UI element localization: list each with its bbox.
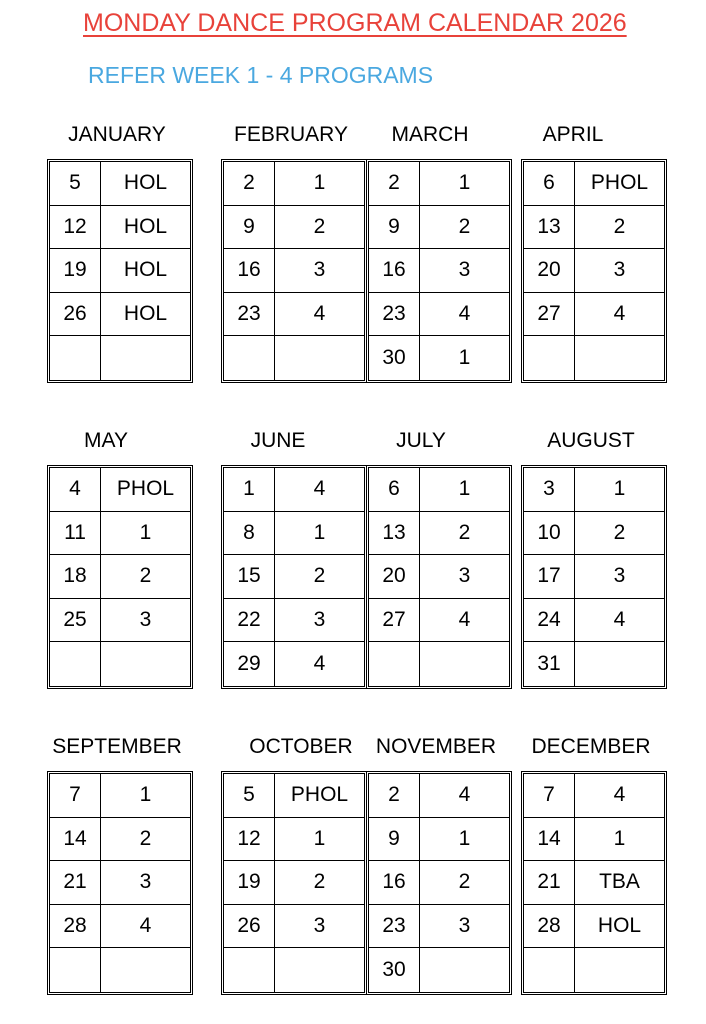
month-table — [521, 159, 667, 383]
program-cell: 3 — [575, 249, 664, 293]
date-cell: 30 — [369, 336, 420, 380]
program-cell: 2 — [420, 512, 509, 556]
date-cell: 27 — [524, 293, 575, 337]
program-cell: HOL — [101, 162, 190, 206]
month-table — [221, 465, 367, 689]
date-cell: 31 — [524, 642, 575, 686]
program-cell: 2 — [420, 206, 509, 250]
program-cell: 4 — [275, 468, 364, 512]
date-cell: 5 — [224, 774, 275, 818]
month-name: JANUARY — [68, 123, 166, 146]
program-cell: 3 — [575, 555, 664, 599]
program-cell: 2 — [101, 818, 190, 862]
date-cell — [524, 336, 575, 380]
program-cell: 1 — [458, 346, 471, 370]
date-cell: 26 — [224, 905, 275, 949]
program-cell — [575, 948, 664, 992]
date-cell: 1 — [224, 468, 275, 512]
date-cell: 16 — [224, 249, 275, 293]
date-cell — [524, 948, 575, 992]
date-cell — [224, 948, 275, 992]
month-name: MAY — [84, 429, 128, 452]
date-cell: 20 — [524, 249, 575, 293]
date-cell: 12 — [224, 818, 275, 862]
program-cell: 1 — [575, 468, 664, 512]
program-cell: 4 — [101, 905, 190, 949]
date-cell: 3 — [524, 468, 575, 512]
date-cell: 28 — [524, 905, 575, 949]
date-cell: 10 — [524, 512, 575, 556]
program-cell: 1 — [275, 162, 364, 206]
month-table — [221, 771, 367, 995]
program-cell: 4 — [420, 293, 509, 337]
date-cell: 9 — [369, 206, 420, 250]
program-cell: 3 — [275, 905, 364, 949]
month-table — [47, 771, 193, 995]
date-cell: 29 — [224, 642, 275, 686]
date-cell: 17 — [524, 555, 575, 599]
date-cell: 13 — [524, 206, 575, 250]
date-cell — [50, 642, 101, 686]
date-cell: 27 — [369, 599, 420, 643]
date-cell: 23 — [369, 293, 420, 337]
program-cell: PHOL — [575, 162, 664, 206]
program-cell: TBA — [575, 861, 664, 905]
date-cell: 14 — [524, 818, 575, 862]
date-cell: 24 — [524, 599, 575, 643]
date-cell: 16 — [369, 249, 420, 293]
program-cell: 3 — [420, 905, 509, 949]
month-name: SEPTEMBER — [52, 735, 182, 758]
date-cell: 15 — [224, 555, 275, 599]
program-cell: 3 — [275, 599, 364, 643]
date-cell: 4 — [50, 468, 101, 512]
date-cell: 6 — [369, 468, 420, 512]
date-cell: 19 — [50, 249, 101, 293]
program-cell: 4 — [575, 293, 664, 337]
month-name: JUNE — [250, 429, 306, 452]
date-cell: 7 — [50, 774, 101, 818]
program-cell: HOL — [101, 206, 190, 250]
month-name: NOVEMBER — [375, 735, 497, 758]
month-table — [47, 465, 193, 689]
program-cell: 4 — [275, 293, 364, 337]
program-cell: 1 — [420, 162, 509, 206]
date-cell — [369, 642, 420, 686]
program-cell — [575, 642, 664, 686]
program-cell: 3 — [420, 555, 509, 599]
program-cell: 4 — [420, 599, 509, 643]
program-cell: 2 — [275, 206, 364, 250]
date-cell: 8 — [224, 512, 275, 556]
program-cell — [275, 336, 364, 380]
date-cell: 9 — [224, 206, 275, 250]
date-cell: 2 — [224, 162, 275, 206]
date-cell: 12 — [50, 206, 101, 250]
program-cell: 2 — [101, 555, 190, 599]
date-cell: 30 — [369, 948, 420, 992]
program-cell: 1 — [101, 512, 190, 556]
month-table — [366, 465, 512, 689]
program-cell: 1 — [420, 468, 509, 512]
date-cell: 2 — [369, 162, 420, 206]
date-cell: 19 — [224, 861, 275, 905]
program-cell: 3 — [275, 249, 364, 293]
program-cell: 4 — [575, 599, 664, 643]
date-cell: 7 — [524, 774, 575, 818]
date-cell: 5 — [50, 162, 101, 206]
month-name: JULY — [396, 429, 446, 452]
date-cell — [50, 948, 101, 992]
date-cell: 22 — [224, 599, 275, 643]
month-table — [221, 159, 367, 383]
program-cell: 2 — [420, 861, 509, 905]
date-cell: 20 — [369, 555, 420, 599]
program-cell: 3 — [101, 599, 190, 643]
date-cell: 21 — [50, 861, 101, 905]
program-cell: 2 — [575, 512, 664, 556]
program-cell — [420, 948, 509, 992]
month-table — [521, 465, 667, 689]
month-name: AUGUST — [547, 429, 635, 452]
program-cell: 1 — [275, 512, 364, 556]
date-cell — [224, 336, 275, 380]
month-name: MARCH — [391, 123, 469, 146]
month-table — [366, 771, 512, 995]
date-cell: 23 — [369, 905, 420, 949]
month-name: OCTOBER — [249, 735, 353, 758]
program-cell: HOL — [101, 249, 190, 293]
program-cell: PHOL — [275, 774, 364, 818]
program-cell: HOL — [101, 293, 190, 337]
date-cell: 11 — [50, 512, 101, 556]
program-cell: 3 — [101, 861, 190, 905]
date-cell: 28 — [50, 905, 101, 949]
program-cell — [101, 948, 190, 992]
month-table — [47, 159, 193, 383]
date-cell: 6 — [524, 162, 575, 206]
program-cell: 2 — [575, 206, 664, 250]
date-cell: 25 — [50, 599, 101, 643]
date-cell: 9 — [369, 818, 420, 862]
month-name: APRIL — [542, 123, 604, 146]
date-cell: 26 — [50, 293, 101, 337]
month-table — [521, 771, 667, 995]
program-cell — [420, 642, 509, 686]
program-cell: 1 — [275, 818, 364, 862]
date-cell — [50, 336, 101, 380]
program-cell: HOL — [575, 905, 664, 949]
page-subtitle: REFER WEEK 1 - 4 PROGRAMS — [88, 62, 434, 88]
program-cell: PHOL — [101, 468, 190, 512]
program-cell: 1 — [101, 774, 190, 818]
month-name: DECEMBER — [531, 735, 651, 758]
date-cell: 2 — [369, 774, 420, 818]
program-cell — [101, 336, 190, 380]
program-cell: 4 — [313, 652, 326, 676]
date-cell: 23 — [224, 293, 275, 337]
program-cell: 1 — [575, 818, 664, 862]
page-title: MONDAY DANCE PROGRAM CALENDAR 2026 — [83, 9, 627, 37]
program-cell: 4 — [575, 774, 664, 818]
program-cell: 1 — [420, 818, 509, 862]
program-cell: 3 — [420, 249, 509, 293]
date-cell: 13 — [369, 512, 420, 556]
program-cell: 2 — [275, 555, 364, 599]
program-cell — [275, 948, 364, 992]
date-cell: 14 — [50, 818, 101, 862]
month-table — [366, 159, 512, 383]
date-cell: 21 — [524, 861, 575, 905]
date-cell: 18 — [50, 555, 101, 599]
program-cell — [101, 642, 190, 686]
program-cell — [575, 336, 664, 380]
program-cell: 4 — [420, 774, 509, 818]
program-cell: 2 — [275, 861, 364, 905]
date-cell: 16 — [369, 861, 420, 905]
month-name: FEBRUARY — [234, 123, 348, 146]
